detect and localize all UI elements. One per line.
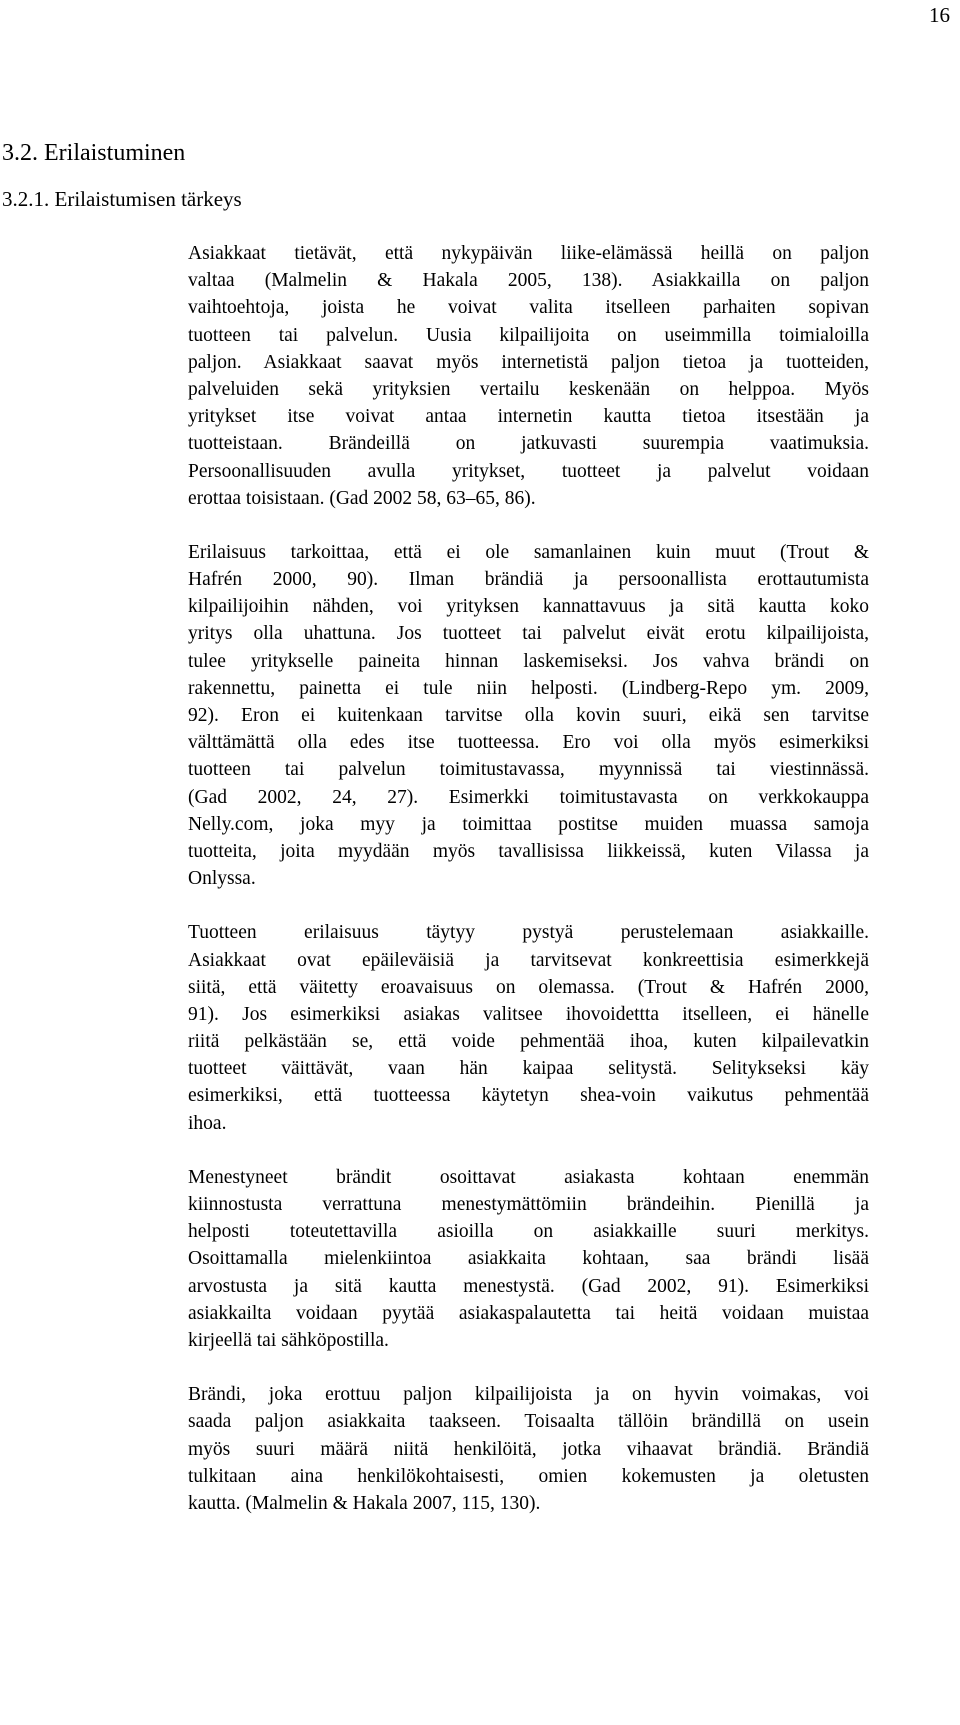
text-line: kilpailijoihin nähden, voi yrityksen kannattavuus ja sitä kautta koko	[188, 596, 869, 618]
text-line: kiinnostusta verrattuna menestymättömiin brändeihin. Pienillä ja	[188, 1194, 869, 1215]
paragraph	[188, 240, 869, 512]
text-line: palveluiden sekä yrityksien vertailu keskenään on helppoa. Myös	[188, 378, 869, 400]
text-line: Erilaisuus tarkoittaa, että ei ole samanlainen kuin muut (Trout &	[188, 541, 869, 563]
section-heading: 3.2. Erilaistuminen	[2, 140, 186, 166]
text-line: valtaa (Malmelin & Hakala 2005, 138). Asiakkailla on paljon	[188, 270, 869, 292]
text-line: Menestyneet brändit osoittavat asiakasta kohtaan enemmän	[188, 1166, 869, 1188]
text-line: Asiakkaat tietävät, että nykypäivän liike-elämässä heillä on paljon	[188, 243, 869, 264]
text-line: 91). Jos esimerkiksi asiakas valitsee ihovoidettta itselleen, ei hänelle	[188, 1003, 869, 1025]
text-line: esimerkiksi, että tuotteessa käytetyn shea-voin vaikutus pehmentää	[188, 1085, 869, 1107]
text-line: tuotteita, joita myydään myös tavallisissa liikkeissä, kuten Vilassa ja	[188, 840, 869, 862]
text-line: helposti toteutettavilla asioilla on asiakkaille suuri merkitys.	[188, 1221, 869, 1243]
text-line: Persoonallisuuden avulla yritykset, tuotteet ja palvelut voidaan	[188, 460, 869, 482]
paragraph	[188, 1381, 869, 1517]
text-line: Nelly.com, joka myy ja toimittaa postitse muiden muassa samoja	[188, 813, 869, 835]
text-line: Onlyssa.	[188, 868, 256, 890]
paragraph	[188, 1164, 869, 1354]
text-line: välttämättä olla edes itse tuotteessa. Ero voi olla myös esimerkiksi	[188, 732, 869, 754]
text-line: arvostusta ja sitä kautta menestystä. (Gad 2002, 91). Esimerkiksi	[188, 1275, 869, 1297]
text-line: Tuotteen erilaisuus täytyy pystyä perustelemaan asiakkaille.	[188, 922, 869, 944]
text-line: yritys olla uhattuna. Jos tuotteet tai palvelut eivät erotu kilpailijoista,	[188, 623, 869, 645]
text-line: 92). Eron ei kuitenkaan tarvitse olla kovin suuri, eikä sen tarvitse	[188, 705, 869, 726]
text-line: rakennettu, painetta ei tule niin helposti. (Lindberg-Repo ym. 2009,	[188, 677, 869, 699]
text-line: Brändi, joka erottuu paljon kilpailijoista ja on hyvin voimakas, voi	[188, 1384, 869, 1406]
text-line: tulee yritykselle paineita hinnan laskemiseksi. Jos vahva brändi on	[188, 650, 869, 672]
text-line: Osoittamalla mielenkiintoa asiakkaita kohtaan, saa brändi lisää	[188, 1248, 869, 1270]
text-line: erottaa toisistaan. (Gad 2002 58, 63–65, 86).	[188, 487, 536, 509]
text-line: tuotteistaan. Brändeillä on jatkuvasti suurempia vaatimuksia.	[188, 433, 869, 455]
text-line: tuotteen tai palvelun. Uusia kilpailijoita on useimmilla toimialoilla	[188, 324, 869, 346]
text-line: tulkitaan aina henkilökohtaisesti, omien kokemusten ja oletusten	[188, 1465, 869, 1487]
text-line: vaihtoehtoja, joista he voivat valita itselleen parhaiten sopivan	[188, 297, 869, 319]
paragraph	[188, 539, 869, 892]
text-line: saada paljon asiakkaita taakseen. Toisaalta tällöin brändillä on usein	[188, 1411, 869, 1433]
text-line: siitä, että väitetty eroavaisuus on olemassa. (Trout & Hafrén 2000,	[188, 976, 869, 998]
text-line: ihoa.	[188, 1112, 227, 1134]
body-text	[188, 240, 869, 1544]
text-line: riitä pelkästään se, että voide pehmentää ihoa, kuten kilpailevatkin	[188, 1031, 869, 1053]
paragraph	[188, 919, 869, 1137]
text-line: paljon. Asiakkaat saavat myös internetistä paljon tietoa ja tuotteiden,	[188, 351, 869, 373]
text-line: yritykset itse voivat antaa internetin kautta tietoa itsestään ja	[188, 406, 869, 428]
page-number: 16	[929, 3, 950, 27]
text-line: Asiakkaat ovat epäileväisiä ja tarvitsevat konkreettisia esimerkkejä	[188, 949, 869, 971]
text-line: kautta. (Malmelin & Hakala 2007, 115, 130).	[188, 1492, 541, 1514]
text-line: tuotteet väittävät, vaan hän kaipaa selitystä. Selitykseksi käy	[188, 1058, 869, 1080]
text-line: tuotteen tai palvelun toimitustavassa, myynnissä tai viestinnässä.	[188, 759, 869, 781]
text-line: asiakkailta voidaan pyytää asiakaspalautetta tai heitä voidaan muistaa	[188, 1302, 869, 1324]
text-line: Hafrén 2000, 90). Ilman brändiä ja persoonallista erottautumista	[188, 569, 869, 591]
subsection-heading: 3.2.1. Erilaistumisen tärkeys	[2, 187, 242, 211]
text-line: (Gad 2002, 24, 27). Esimerkki toimitustavasta on verkkokauppa	[188, 786, 869, 808]
text-line: kirjeellä tai sähköpostilla.	[188, 1329, 389, 1351]
text-line: myös suuri määrä niitä henkilöitä, jotka vihaavat brändiä. Brändiä	[188, 1438, 869, 1460]
